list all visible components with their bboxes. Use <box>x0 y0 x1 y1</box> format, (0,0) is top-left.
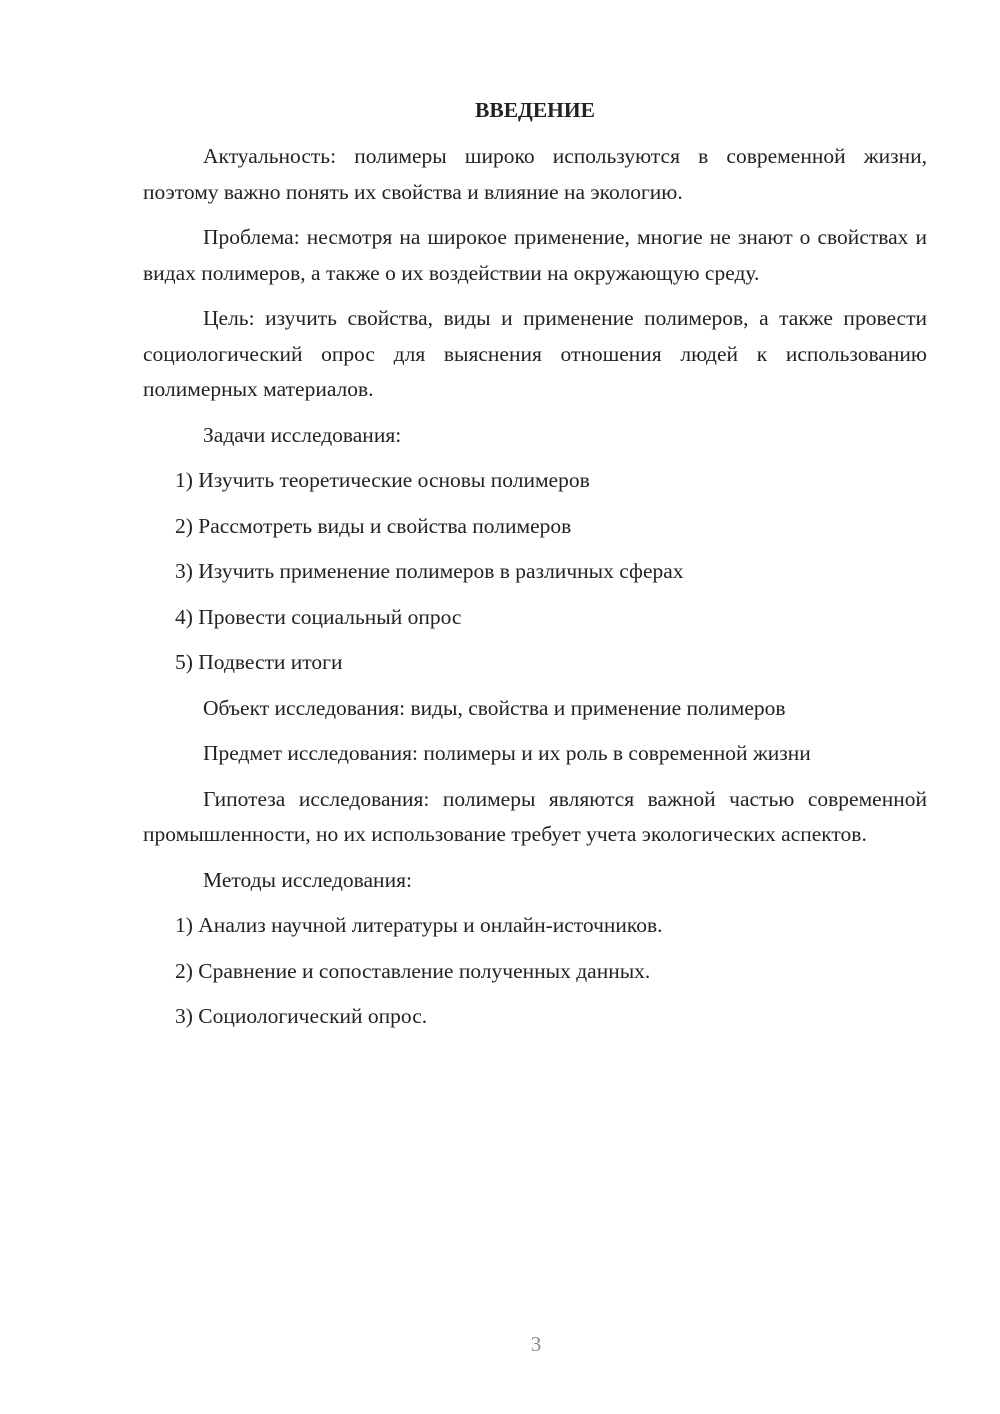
method-item: 3) Социологический опрос. <box>175 1004 428 1028</box>
task-item: 4) Провести социальный опрос <box>175 604 462 629</box>
task-item: 3) Изучить применение полимеров в различных сферах <box>175 559 684 583</box>
page-title: ВВЕДЕНИЕ <box>475 98 595 122</box>
tasks-list <box>143 463 927 681</box>
task-item: 1) Изучить теоретические основы полимеров <box>175 468 590 492</box>
task-item: 2) Рассмотреть виды и свойства полимеров <box>175 513 572 538</box>
page-content <box>143 95 927 1045</box>
page-number: 3 <box>530 1332 542 1356</box>
method-item: 2) Сравнение и сопоставление полученных данных. <box>175 958 651 983</box>
relevance-paragraph: Актуальность: полимеры широко используются в современной жизни, поэтому важно понять их свойства и влияние на экологию. <box>143 144 927 204</box>
subject-line: Предмет исследования: полимеры и их роль в современной жизни <box>203 741 811 765</box>
hypothesis-paragraph: Гипотеза исследования: полимеры являются важной частью современной промышленности, но их использование требует учета экологических аспектов. <box>143 786 927 846</box>
goal-paragraph: Цель: изучить свойства, виды и применение полимеров, а также провести социологический опрос для выяснения отношения людей к использованию полимерных материалов. <box>143 306 927 401</box>
methods-list <box>143 908 927 1035</box>
object-line: Объект исследования: виды, свойства и применение полимеров <box>203 695 786 720</box>
methods-label: Методы исследования: <box>203 867 412 892</box>
method-item: 1) Анализ научной литературы и онлайн-источников. <box>175 913 663 937</box>
problem-paragraph: Проблема: несмотря на широкое применение, многие не знают о свойствах и видах полимеров, а также о их воздействии на окружающую среду. <box>143 225 927 285</box>
tasks-label: Задачи исследования: <box>203 422 402 447</box>
task-item: 5) Подвести итоги <box>175 650 343 674</box>
